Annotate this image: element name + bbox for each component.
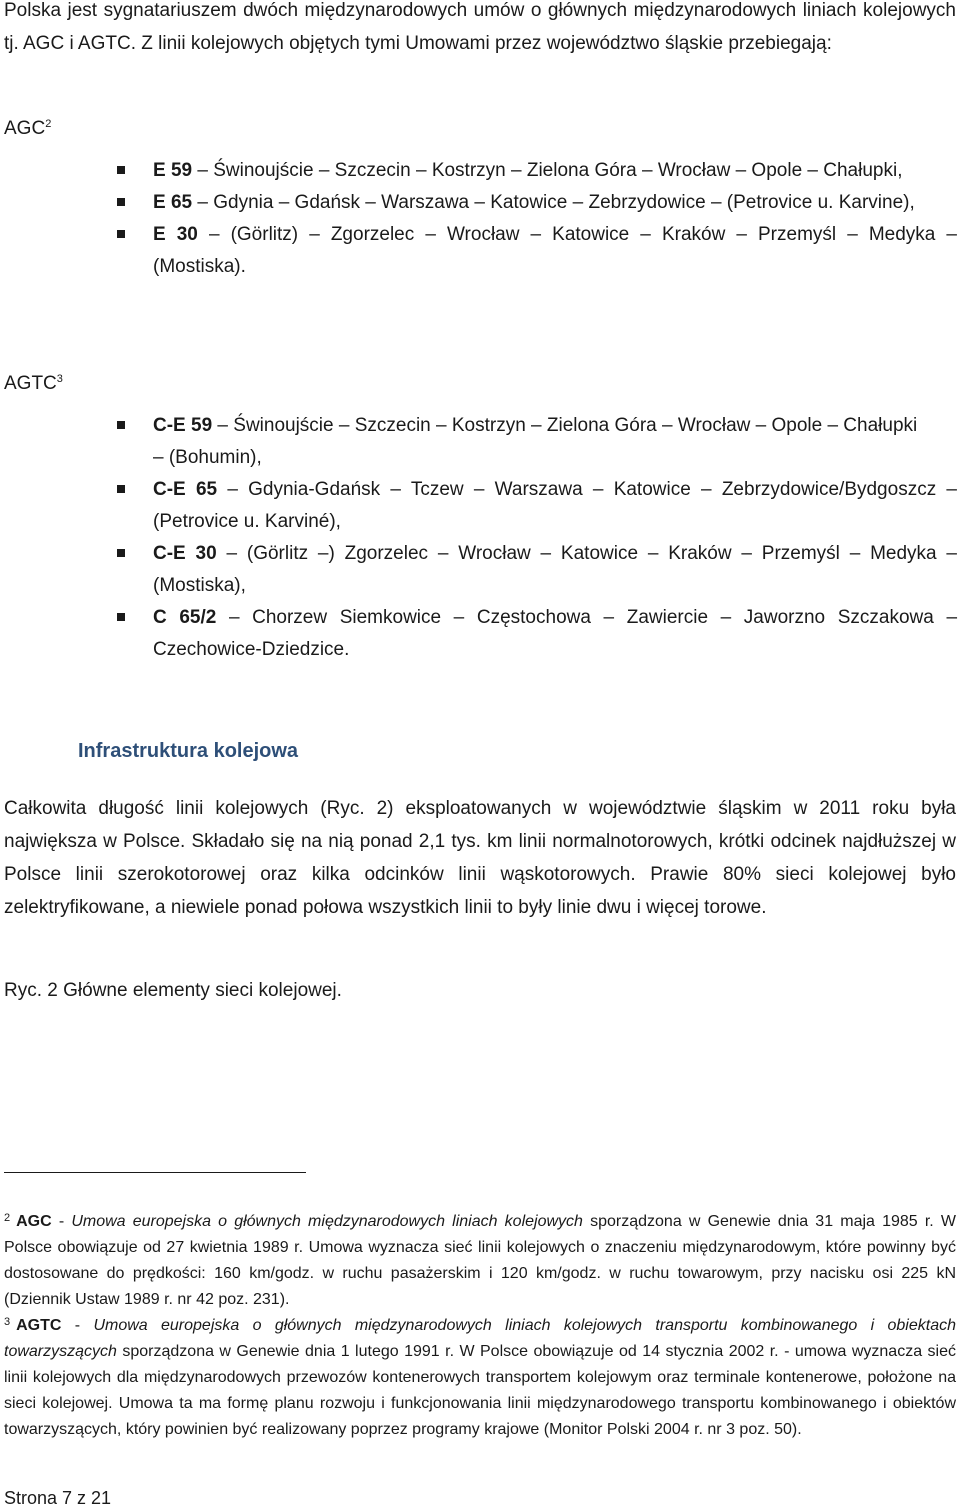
agc-label bbox=[4, 118, 51, 140]
route-text: (Görlitz –) Zgorzelec – Wrocław – Katowice – Kraków – Przemyśl – Medyka – (Mostiska), bbox=[153, 543, 957, 596]
route-text: (Görlitz) – Zgorzelec – Wrocław – Katowice – Kraków – Przemyśl – Medyka – (Mostiska). bbox=[153, 224, 957, 277]
route-text: Gdynia-Gdańsk – Tczew – Warszawa – Katowice – Zebrzydowice/Bydgoszcz – (Petrovice u. Karviné), bbox=[153, 479, 957, 532]
footnote-title: Umowa europejska o głównych międzynarodowych liniach kolejowych transportu kombinowanego i obiektach towarzyszących bbox=[4, 1317, 956, 1360]
bullet-icon bbox=[117, 549, 125, 557]
route-continuation: – (Bohumin), bbox=[153, 447, 262, 468]
bullet-icon bbox=[117, 198, 125, 206]
list-item: C 65/2 – Chorzew Siemkowice – Częstochowa – Zawiercie – Jaworzno Szczakowa – Czechowice-Dziedzice. bbox=[117, 602, 957, 666]
footnote-text: sporządzona w Genewie dnia 31 maja 1985 r. W Polsce obowiązuje od 27 kwietnia 1989 r. Umowa wyznacza sieć linii kolejowych o znaczeniu międzynarodowym, które powinny być dostosowane do prędkości: 160 km/godz. w ruchu pasażerskim i 120 km/godz. w ruchu towarowym, przy nacisku osi 225 kN (Dziennik Ustaw 1989 r. nr 42 poz. 231). bbox=[4, 1213, 956, 1308]
route-code: C 65/2 bbox=[153, 607, 217, 628]
footnote-ref-3[interactable]: 3 bbox=[56, 373, 63, 385]
bullet-icon bbox=[117, 485, 125, 493]
footnote-mark: 3 bbox=[4, 1316, 11, 1328]
footnotes bbox=[4, 1209, 956, 1443]
agc-route-list bbox=[117, 155, 957, 283]
footnote-3: $^3$ AGTC - Umowa europejska o głównych międzynarodowych liniach kolejowych transportu kombinowanego i obiektach towarzyszących sporządzona w Genewie dnia 1 lutego 1991 r. W Polsce obowiązuje od 14 stycznia 2002 r. - umowa wyznacza sieć linii kolejowych dla międzynarodowych przewozów kontenerowych transportem kolejowym oraz terminale kontenerowe, położone na sieci kolejowej. Umowa ta ma formę planu rozwoju i funkcjonowania linii międzynarodowego transportu kombinowanego i obiektów towarzyszących, który powinien być realizowany poprzez programy krajowe (Monitor Polski 2004 r. nr 3 poz. 50). bbox=[4, 1316, 957, 1438]
route-code: C-E 65 bbox=[153, 479, 218, 500]
section-heading: Infrastruktura kolejowa bbox=[78, 740, 299, 762]
bullet-icon bbox=[117, 613, 125, 621]
bullet-icon bbox=[117, 166, 125, 174]
list-item: C-E 30 – (Görlitz –) Zgorzelec – Wrocław – Katowice – Kraków – Przemyśl – Medyka – (Mostiska), bbox=[117, 538, 957, 602]
route-text: Gdynia – Gdańsk – Warszawa – Katowice – Zebrzydowice – (Petrovice u. Karvine), bbox=[213, 192, 915, 213]
route-code: C-E 30 bbox=[153, 543, 217, 564]
footnote-2: $^2$ AGC - Umowa europejska o głównych międzynarodowych liniach kolejowych sporządzona w Genewie dnia 31 maja 1985 r. W Polsce obowiązuje od 27 kwietnia 1989 r. Umowa wyznacza sieć linii kolejowych o znaczeniu międzynarodowym, które powinny być dostosowane do prędkości: 160 km/godz. w ruchu pasażerskim i 120 km/godz. w ruchu towarowym, przy nacisku osi 225 kN (Dziennik Ustaw 1989 r. nr 42 poz. 231). bbox=[4, 1212, 956, 1308]
route-text: Świnoujście – Szczecin – Kostrzyn – Zielona Góra – Wrocław – Opole – Chałupki, bbox=[213, 160, 903, 181]
route-text: Świnoujście – Szczecin – Kostrzyn – Zielona Góra – Wrocław – Opole – Chałupki bbox=[233, 415, 918, 436]
footnote-ref-2[interactable]: 2 bbox=[45, 118, 52, 130]
list-item: E 65 – Gdynia – Gdańsk – Warszawa – Katowice – Zebrzydowice – (Petrovice u. Karvine), bbox=[117, 187, 957, 219]
route-code: C-E 59 bbox=[153, 415, 213, 436]
footnote-separator bbox=[4, 1172, 306, 1173]
route-code: E 59 bbox=[153, 160, 193, 181]
agtc-label bbox=[4, 373, 63, 395]
footnote-abbr: AGC bbox=[16, 1213, 52, 1230]
footnote-mark: 2 bbox=[4, 1212, 11, 1224]
list-item: E 59 – Świnoujście – Szczecin – Kostrzyn – Zielona Góra – Wrocław – Opole – Chałupki, bbox=[117, 155, 957, 187]
footnote-abbr: AGTC bbox=[16, 1317, 62, 1334]
footnote-text: sporządzona w Genewie dnia 1 lutego 1991 r. W Polsce obowiązuje od 14 stycznia 2002 r. - umowa wyznacza sieć linii kolejowych dla międzynarodowych przewozów kontenerowych transportem kolejowym oraz terminale kontenerowe, położone na sieci kolejowej. Umowa ta ma formę planu rozwoju i funkcjonowania linii międzynarodowego transportu kombinowanego i obiektów towarzyszących, który powinien być realizowany poprzez programy krajowe (Monitor Polski 2004 r. nr 3 poz. 50). bbox=[4, 1343, 957, 1438]
figure-caption: Ryc. 2 Główne elementy sieci kolejowej. bbox=[4, 980, 342, 1001]
body-paragraph: Całkowita długość linii kolejowych (Ryc. 2) eksploatowanych w województwie śląskim w 2011 roku była największa w Polsce. Składało się na nią ponad 2,1 tys. km linii normalnotorowych, krótki odcinek najdłuższej w Polsce linii szerokotorowej oraz kilka odcinków linii wąskotorowych. Prawie 80% sieci kolejowej było zelektryfikowane, a niewiele ponad połowa wszystkich linii to były linie dwu i więcej torowe. bbox=[4, 798, 956, 918]
agtc-label-text: AGTC bbox=[4, 373, 57, 394]
page-number: Strona 7 z 21 bbox=[4, 1488, 112, 1508]
bullet-icon bbox=[117, 230, 125, 238]
agc-label-text: AGC bbox=[4, 118, 46, 139]
list-item: C-E 59 – Świnoujście – Szczecin – Kostrzyn – Zielona Góra – Wrocław – Opole – Chałupki – (Bohumin), bbox=[117, 410, 957, 474]
list-item: C-E 65 – Gdynia-Gdańsk – Tczew – Warszawa – Katowice – Zebrzydowice/Bydgoszcz – (Petrovice u. Karviné), bbox=[117, 474, 957, 538]
route-code: E 30 bbox=[153, 224, 198, 245]
route-code: E 65 bbox=[153, 192, 193, 213]
bullet-icon bbox=[117, 421, 125, 429]
agtc-route-list bbox=[117, 410, 957, 666]
intro-paragraph: Polska jest sygnatariuszem dwóch międzynarodowych umów o głównych międzynarodowych liniach kolejowych tj. AGC i AGTC. Z linii kolejowych objętych tymi Umowami przez województwo śląskie przebiegają: bbox=[4, 0, 956, 54]
route-text: Chorzew Siemkowice – Częstochowa – Zawiercie – Jaworzno Szczakowa – Czechowice-Dziedzice. bbox=[153, 607, 958, 660]
footnote-title: Umowa europejska o głównych międzynarodowych liniach kolejowych bbox=[71, 1213, 583, 1230]
list-item: E 30 – (Görlitz) – Zgorzelec – Wrocław – Katowice – Kraków – Przemyśl – Medyka – (Mostiska). bbox=[117, 219, 957, 283]
